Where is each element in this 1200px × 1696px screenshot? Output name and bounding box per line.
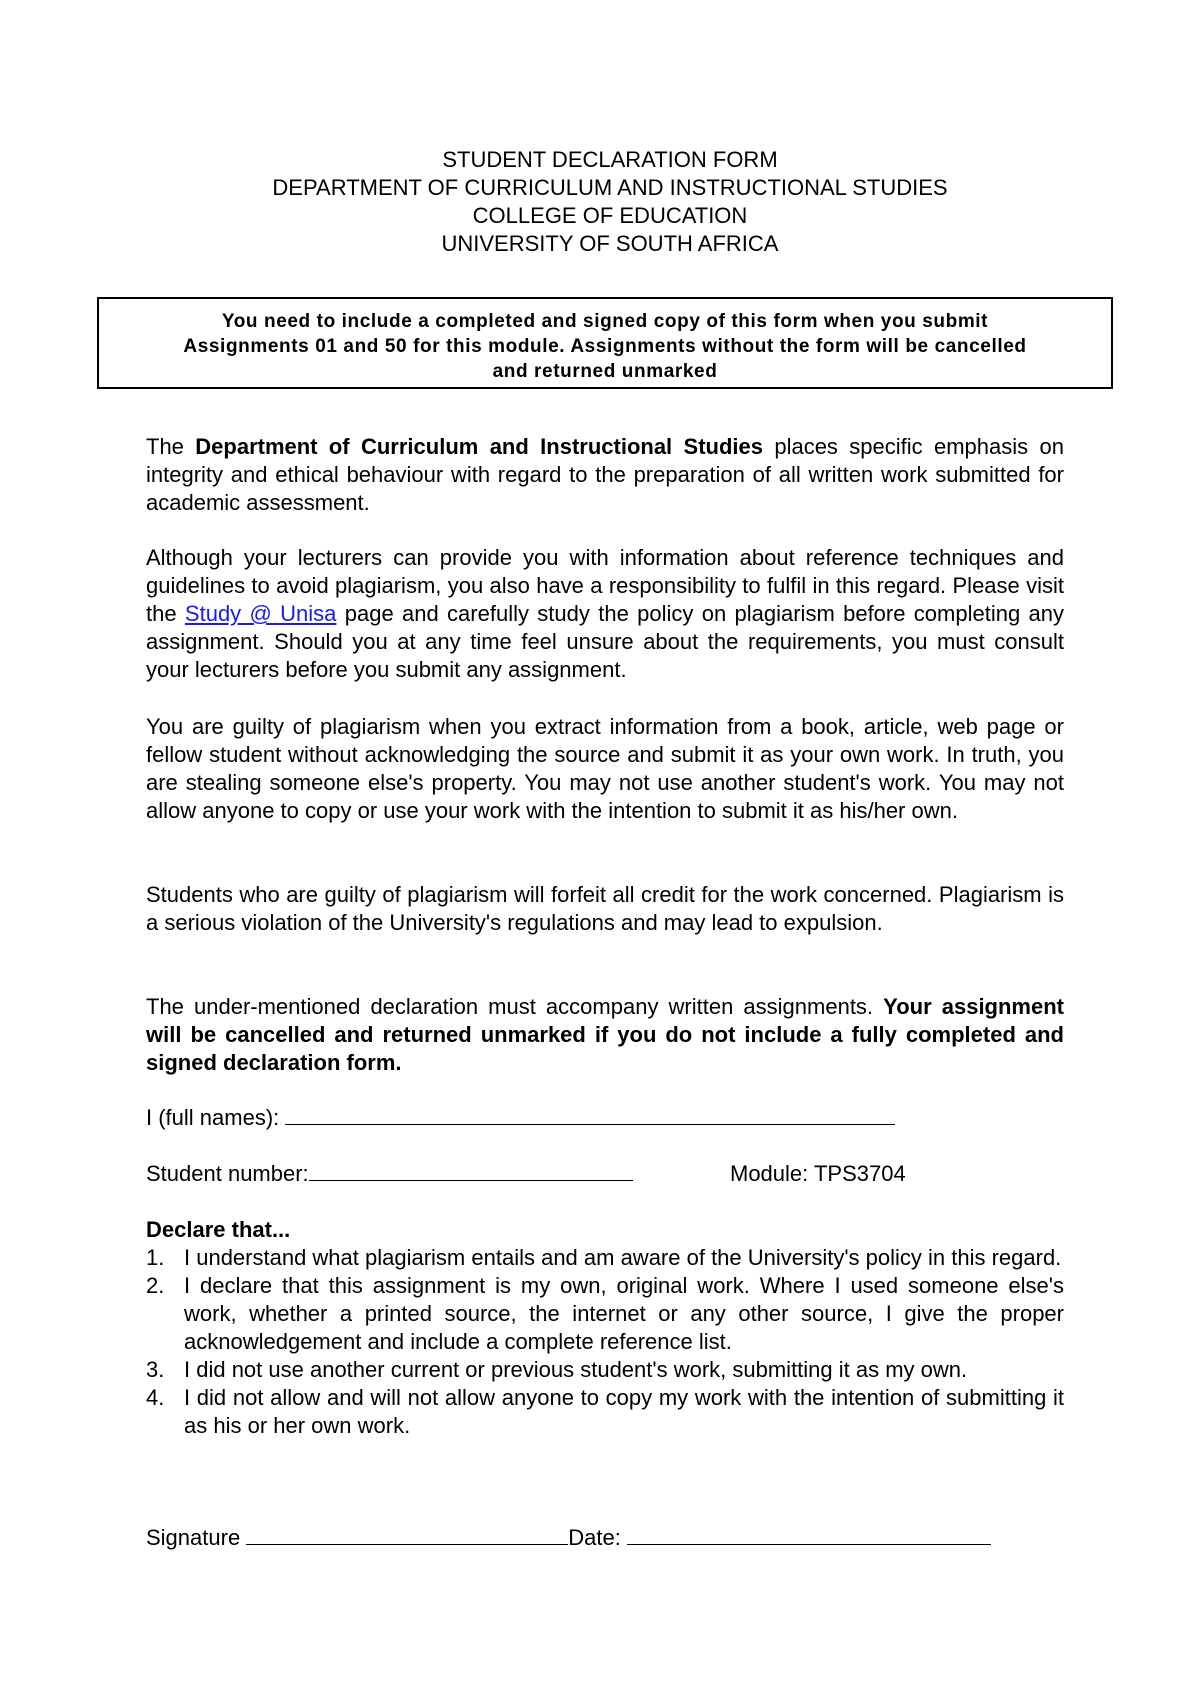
date-field[interactable] [627, 1524, 991, 1545]
full-names-label: I (full names): [146, 1105, 286, 1130]
form-title-block [0, 146, 1200, 258]
declaration-item-number: 2. [146, 1273, 165, 1298]
p5-warning: Your assignment will be cancelled and returned unmarked if you do not include a fully completed and signed declaration form. [146, 994, 1064, 1075]
declaration-item [146, 1244, 1064, 1272]
study-unisa-link[interactable]: Study @ Unisa [184, 601, 337, 626]
notice-line-3: and returned unmarked [492, 361, 718, 382]
department-name: DEPARTMENT OF CURRICULUM AND INSTRUCTIONAL STUDIES [272, 175, 948, 200]
paragraph-guidelines [146, 544, 1064, 684]
date-label: Date: [568, 1525, 627, 1550]
declaration-item-text: I did not use another current or previous student's work, submitting it as my own. [184, 1357, 968, 1382]
full-names-row [146, 1104, 895, 1132]
p2-post: page and carefully study the policy on plagiarism before completing any assignment. Should you at any time feel unsure about the requirements, you must consult your lecturers before you submit any assignment. [146, 601, 1064, 682]
paragraph-integrity [146, 433, 1064, 517]
declaration-item [146, 1384, 1064, 1440]
student-number-row [146, 1160, 633, 1188]
p3-text: You are guilty of plagiarism when you extract information from a book, article, web page or fellow student without acknowledging the source and submit it as your own work. In truth, you are stealing someone else's property. You may not use another student's work. You may not allow anyone to copy or use your work with the intention to submit it as his/her own. [146, 714, 1064, 823]
declaration-item-text: I understand what plagiarism entails and am aware of the University's policy in this regard. [184, 1245, 1062, 1270]
signature-label: Signature [146, 1525, 247, 1550]
paragraph-consequences [146, 881, 1064, 937]
module-code: Module: TPS3704 [730, 1161, 906, 1186]
declare-heading: Declare that... [146, 1217, 291, 1242]
declaration-list [146, 1244, 1064, 1440]
p1-post: places specific emphasis on integrity and ethical behaviour with regard to the preparation of all written work submitted for academic assessment. [146, 434, 1064, 515]
declaration-item-text: I declare that this assignment is my own, original work. Where I used someone else's work, whether a printed source, the internet or any other source, I give the proper acknowledgement and include a complete reference list. [184, 1273, 1064, 1354]
p1-pre: The [146, 434, 196, 459]
full-names-field[interactable] [285, 1104, 895, 1125]
declaration-item-number: 4. [146, 1385, 165, 1410]
paragraph-declaration-requirement [146, 993, 1064, 1077]
signature-field[interactable] [246, 1524, 568, 1545]
student-number-field[interactable] [309, 1160, 633, 1181]
paragraph-plagiarism-definition [146, 713, 1064, 825]
notice-line-1: You need to include a completed and signed copy of this form when you submit [221, 311, 989, 332]
declaration-item [146, 1272, 1064, 1356]
p4-text: Students who are guilty of plagiarism will forfeit all credit for the work concerned. Plagiarism is a serious violation of the University's regulations and may lead to expulsion. [146, 882, 1064, 935]
form-title: STUDENT DECLARATION FORM [442, 147, 778, 172]
submission-notice-box [97, 297, 1113, 389]
college-name: COLLEGE OF EDUCATION [472, 203, 748, 228]
declaration-item-text: I did not allow and will not allow anyone to copy my work with the intention of submitting it as his or her own work. [184, 1385, 1064, 1438]
declaration-item-number: 1. [146, 1245, 165, 1270]
university-name: UNIVERSITY OF SOUTH AFRICA [441, 231, 779, 256]
notice-line-2: Assignments 01 and 50 for this module. Assignments without the form will be cancelled [183, 336, 1027, 357]
signature-row [146, 1524, 991, 1552]
declaration-item-number: 3. [146, 1357, 165, 1382]
department-emphasis: Department of Curriculum and Instructional Studies [195, 434, 763, 459]
student-number-label: Student number: [146, 1161, 309, 1186]
p2-pre: Although your lecturers can provide you with information about reference techniques and guidelines to avoid plagiarism, you also have a responsibility to fulfil in this regard. Please visit the [146, 545, 1064, 626]
p5-pre: The under-mentioned declaration must accompany written assignments. [146, 994, 884, 1019]
declaration-item [146, 1356, 1064, 1384]
